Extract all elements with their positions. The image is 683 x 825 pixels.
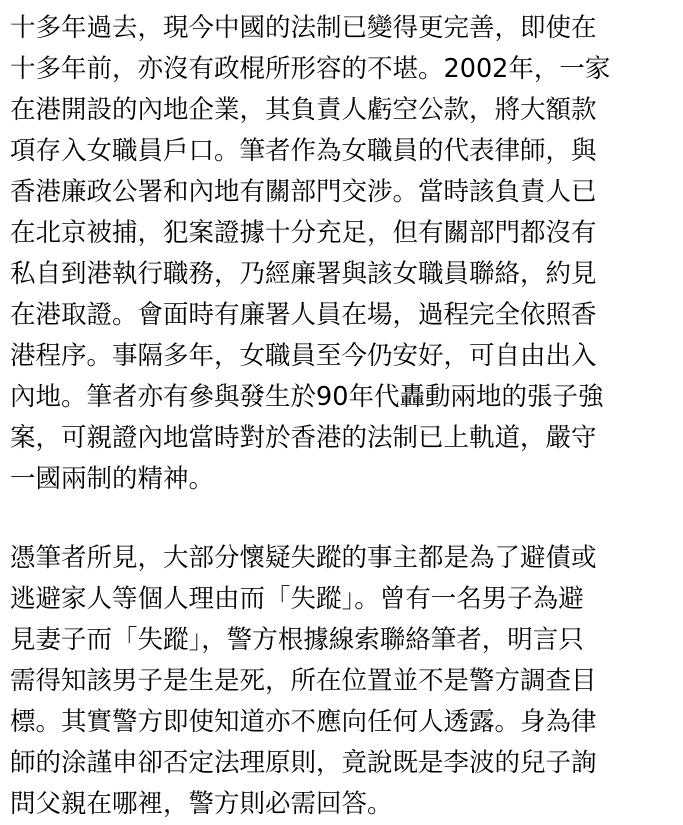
article-body — [10, 8, 675, 825]
paragraph-1 — [10, 8, 675, 500]
paragraph-line: 問父親在哪裡，警方則必需回答。 — [10, 789, 393, 819]
paragraph-line: 標。其實警方即使知道亦不應向任何人透露。身為律 — [10, 707, 597, 737]
paragraph-line: 港程序。事隔多年，女職員至今仍安好，可自由出入 — [10, 341, 597, 371]
paragraph-line: 逃避家人等個人理由而「失蹤」。曾有一名男子為避 — [10, 584, 584, 614]
paragraph-line: 香港廉政公署和內地有關部門交涉。當時該負責人已 — [10, 177, 597, 207]
paragraph-line: 在港取證。會面時有廉署人員在場，過程完全依照香 — [10, 300, 597, 330]
paragraph-line: 在港開設的內地企業，其負責人虧空公款，將大額款 — [10, 95, 597, 125]
paragraph-line: 需得知該男子是生是死，所在位置並不是警方調查目 — [10, 666, 597, 696]
paragraph-line: 項存入女職員戶口。筆者作為女職員的代表律師，與 — [10, 136, 597, 166]
paragraph-line: 案，可親證內地當時對於香港的法制已上軌道，嚴守 — [10, 423, 597, 453]
paragraph-line: 見妻子而「失蹤」，警方根據線索聯絡筆者，明言只 — [10, 625, 584, 655]
paragraph-line: 師的涂謹申卻否定法理原則，竟說既是李波的兒子詢 — [10, 748, 597, 778]
paragraph-line: 十多年前，亦沒有政棍所形容的不堪。2002年，一家 — [10, 54, 611, 84]
paragraph-line: 在北京被捕，犯案證據十分充足，但有關部門都沒有 — [10, 218, 597, 248]
paragraph-line: 十多年過去，現今中國的法制已變得更完善，即使在 — [10, 13, 597, 43]
paragraph-line: 一國兩制的精神。 — [10, 464, 215, 494]
paragraph-line: 憑筆者所見，大部分懷疑失蹤的事主都是為了避債或 — [10, 543, 597, 573]
paragraph-2 — [10, 538, 675, 825]
paragraph-line: 私自到港執行職務，乃經廉署與該女職員聯絡，約見 — [10, 259, 597, 289]
paragraph-line: 內地。筆者亦有參與發生於90年代轟動兩地的張子強 — [10, 382, 604, 412]
